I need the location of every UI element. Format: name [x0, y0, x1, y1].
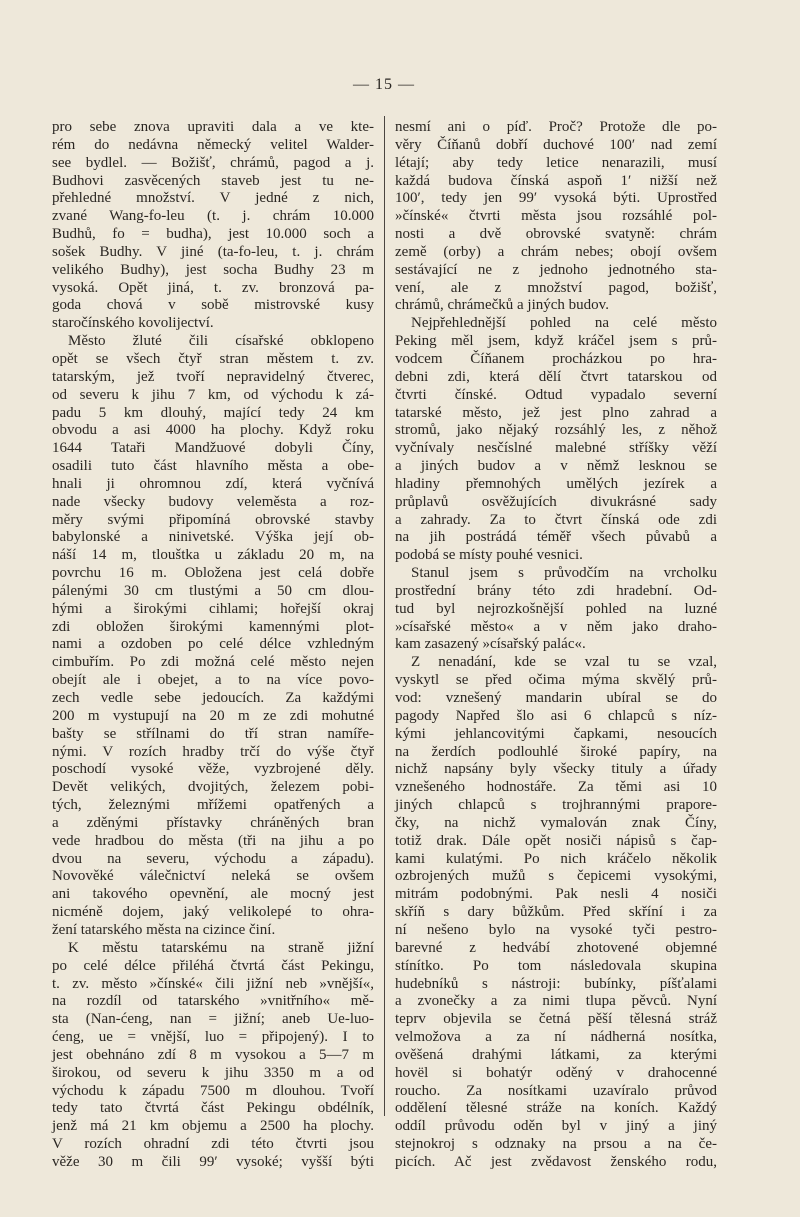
text-line: rém do nedávna německý velitel Walder- [52, 136, 374, 153]
text-line: tých, železnými mřížemi opatřených a [52, 797, 374, 814]
text-line: nade všecky budovy veleměsta a roz- [52, 493, 374, 510]
text-line: t. zv. město »čínské« čili jižní neb »vnější«, [52, 975, 374, 992]
column-divider [384, 116, 385, 1116]
text-line: totiž drak. Dále opět nosiči nápisů s čap- [395, 832, 717, 849]
text-line: nichž napsány byly všecky tituly a úřady [395, 761, 717, 778]
text-line: průplavů osvěžujících divukrásné sady [395, 493, 717, 510]
text-line: Novověké válečnictví neleká se ovšem [52, 868, 374, 885]
text-line: obvodu a asi 4000 ha plochy. Když roku [52, 422, 374, 439]
text-line: kami kulatými. Po nich kráčelo několik [395, 850, 717, 867]
text-line: ozbrojených mužů s čepicemi vysokými, [395, 868, 717, 885]
text-line: vysoká. Opět jiná, t. zv. bronzová pa- [52, 279, 374, 296]
text-line: osadili tuto část hlavního města a obe- [52, 458, 374, 475]
text-line: a jiných budov a v němž lesknou se [395, 458, 717, 475]
text-line: země (orby) a chrám nebes; obojí ovšem [395, 243, 717, 260]
text-line: ćeng, ue = vnější, luo = připojený). I to [52, 1029, 374, 1046]
text-line: pálenými 30 cm tlustými a 50 cm dlou- [52, 582, 374, 599]
text-line: náší 14 m, tlouštka u základu 20 m, na [52, 547, 374, 564]
text-column-right [395, 119, 717, 1172]
text-line: Devět velikých, dvojitých, železem pobi- [52, 779, 374, 796]
text-line: žení tatarského města na cizince činí. [52, 921, 276, 938]
text-line: roucho. Za nosítkami uzavíralo průvod [395, 1082, 717, 1099]
text-line: »čínské« čtvrti města jsou rozsáhlé pol- [395, 208, 717, 225]
text-line: dvou na severu, východu a západu). [52, 850, 374, 867]
text-line: hými a širokými cihlami; hořejší okraj [52, 600, 374, 617]
text-line: hovël si bohatýr oděný v drahocenné [395, 1064, 717, 1081]
text-column-left [52, 119, 374, 1172]
text-line: skříň s dary bůžkům. Před skříní i za [395, 904, 717, 921]
text-line: tatarským, jež tvoří nepravidelný čtverec, [52, 368, 374, 385]
text-line: čky, na nichž vymalován znak Číny, [395, 814, 717, 831]
text-line: kam zasazený »císařský palác«. [395, 636, 586, 653]
text-line: babylonské a ninivetské. Výška její ob- [52, 529, 374, 546]
text-line: východu k západu 7500 m dlouhou. Tvoří [52, 1082, 374, 1099]
paragraph [52, 940, 374, 1172]
text-line: měry svými připomíná obrovské stavby [52, 511, 374, 528]
paragraph [395, 315, 717, 565]
text-line: Peking měl jsem, když kráčel jsem s prů- [395, 333, 717, 350]
text-line: na žerdích podlouhlé široké papíry, na [395, 743, 717, 760]
text-line: na jih postrádá téměř všech půvabů a [395, 529, 717, 546]
text-line: prostřední brány této zdi hradební. Od- [395, 582, 717, 599]
text-line: sestávající ne z jednoho jednotného sta- [395, 261, 717, 278]
text-line: na rozdíl od tatarského »vnitřního« mě- [52, 993, 374, 1010]
text-line: Z nenadání, kde se vzal tu se vzal, [411, 654, 717, 671]
text-line: věry Číňanů dobří duchové 100′ nad zemí [395, 136, 717, 153]
text-line: létají; aby tedy letice nenarazili, musí [395, 154, 717, 171]
text-line: nesmí ani o píď. Proč? Protože dle po- [395, 119, 717, 135]
text-line: »císařské město« a v něm jako draho- [395, 618, 717, 635]
text-line: oddělení tělesné stráže na koních. Každý [395, 1100, 717, 1117]
paragraph [52, 119, 374, 333]
text-line: věže 30 m čili 99′ vysoké; vyšší býti [52, 1153, 374, 1170]
text-line: vyčnívaly nesčíslné malebné stříšky věží [395, 440, 717, 457]
text-line: pagody Napřed šlo asi 6 chlapců s níz- [395, 707, 717, 724]
text-line: podobá se místy pouhé vesnici. [395, 547, 583, 564]
text-line: sta (Nan-ćeng, nan = jižní; aneb Ue-luo- [52, 1011, 374, 1028]
text-line: zdi obložen širokými kamennými plot- [52, 618, 374, 635]
text-line: ní nešeno bylo na vysoké tyči pestro- [395, 921, 717, 938]
text-line: vyskytl se před očima mýma skvělý prů- [395, 672, 717, 689]
text-line: stejnokroj s odznaky na prsou a na če- [395, 1136, 717, 1153]
text-line: see bydlel. — Božišť, chrámů, pagod a j. [52, 154, 374, 171]
text-line: mitrám podobnými. Pak nesli 4 nosiči [395, 886, 717, 903]
text-line: 1644 Tataři Mandžuové dobyli Číny, [52, 440, 374, 457]
text-line: kými jehlancovitými čapkami, nesoucích [395, 725, 717, 742]
text-line: jiných chlapců s trojhrannými prapore- [395, 797, 717, 814]
text-line: stromů, jako nějaký rozsáhlý les, z něhož [395, 422, 717, 439]
text-line: tedy tato čtvrtá část Pekingu obdélník, [52, 1100, 374, 1117]
text-line: vodcem Číňanem procházkou po hra- [395, 350, 717, 367]
text-line: obejít ale i obejet, a to na více povo- [52, 672, 374, 689]
text-line: vod: vznešený mandarin ubíral se do [395, 690, 717, 706]
text-line: picích. Ač jest zvědavost ženského rodu, [395, 1153, 717, 1170]
text-line: Stanul jsem s průvodčím na vrcholku [411, 565, 717, 582]
text-line: staročínského kovolijectví. [52, 315, 214, 332]
text-line: jest obehnáno zdí 8 m vysokou a 5—7 m [52, 1046, 374, 1063]
text-line: jenž má 21 km objemu a 2500 ha plochy. [52, 1118, 374, 1135]
text-line: hudebníků s nástroji: bubínky, píšťalami [395, 975, 717, 992]
text-line: zvané Wang-fo-leu (t. j. chrám 10.000 [52, 208, 374, 225]
text-line: poschodí vysoké věže, vyzbrojené děly. [52, 761, 374, 778]
text-line: nými. V rozích hradby trčí do výše čtyř [52, 743, 374, 760]
text-line: Budhovi zasvěcených staveb jest tu ne- [52, 172, 374, 189]
text-line: a zahrady. Za to čtvrt čínská ode zdi [395, 511, 717, 528]
text-line: čtvrti čínské. Odtud vypadalo severní [395, 386, 717, 403]
text-line: Budhů, fo = budha), jest 10.000 soch a [52, 226, 374, 243]
text-line: zech vedle sebe jedoucích. Za každými [52, 690, 374, 706]
paragraph [395, 565, 717, 654]
text-line: hnali ji ohromnou zdí, která vyčnívá [52, 475, 374, 492]
text-line: padu 5 km dlouhý, mající tedy 24 km [52, 404, 374, 421]
text-line: Město žluté čili císařské obklopeno [68, 333, 374, 350]
text-line: 100′, tedy jen 99′ vysoká býti. Uprostřed [395, 190, 717, 207]
text-line: bašty se střílnami do tří stran namíře- [52, 725, 374, 742]
page-number: — 15 — [353, 76, 415, 93]
paragraph [395, 654, 717, 1171]
paragraph [52, 333, 374, 940]
text-line: každá budova čínská aspoň 1′ nižší než [395, 172, 717, 189]
text-line: teprv objevila se četná pěší tělesná stráž [395, 1011, 717, 1028]
text-line: hladiny přemnohých umělých jezírek a [395, 475, 717, 492]
text-line: tud byl nejrozkošnější pohled na luzné [395, 600, 717, 617]
text-line: 200 m vystupují na 20 m ze zdi mohutné [52, 707, 374, 724]
text-line: vede hradbou do města (tři na jihu a po [52, 832, 374, 849]
text-line: V rozích ohradní zdi této čtvrti jsou [52, 1136, 374, 1153]
text-line: tatarské město, jež jest plno zahrad a [395, 404, 717, 421]
text-line: stínítko. Po tom následovala skupina [395, 957, 717, 974]
text-line: širokou, od severu k jihu 3350 m a od [52, 1064, 374, 1081]
text-line: velikého Budhy), jest socha Budhy 23 m [52, 261, 374, 278]
text-line: povrchu 16 m. Obložena jest celá dobře [52, 565, 374, 582]
text-line: od severu k jihu 7 km, od východu k zá- [52, 386, 374, 403]
text-line: ověšená drahými látkami, za kterými [395, 1046, 717, 1063]
text-line: ani takového opevnění, ale mocný jest [52, 886, 374, 903]
text-line: Nejpřehlednější pohled na celé město [411, 315, 717, 332]
text-line: velmožova a za ní nádherná nosítka, [395, 1029, 717, 1046]
text-line: opět se všech čtyř stran městem t. zv. [52, 350, 374, 367]
text-line: K městu tatarskému na straně jižní [68, 939, 374, 956]
text-line: pro sebe znova upraviti dala a ve kte- [52, 119, 374, 135]
text-line: cimbuřím. Po zdi možná celé město nejen [52, 654, 374, 671]
text-line: nicméně dojem, jaký velikolepé to ohra- [52, 904, 374, 921]
text-line: nami a ozdoben po celé délce vzhledným [52, 636, 374, 653]
text-line: po celé délce přiléhá čtvrtá část Pekingu, [52, 957, 374, 974]
text-line: chrámů, chrámečků a jiných budov. [395, 297, 609, 314]
text-line: vení, ale z množství pagod, božišť, [395, 279, 717, 296]
text-line: barevné z hedvábí zhotovené objemné [395, 939, 717, 956]
text-line: přehledné množství. V jedné z nich, [52, 190, 374, 207]
text-line: a zděnými přístavky chráněných bran [52, 814, 374, 831]
text-line: vznešeného hodnostáře. Za těmi asi 10 [395, 779, 717, 796]
text-line: a zvonečky a za nimi tlupa pěvců. Nyní [395, 993, 717, 1010]
text-line: oddíl průvodu oděn byl v jiný a jiný [395, 1118, 717, 1135]
text-line: sošek Budhy. V jiné (ta-fo-leu, t. j. chrám [52, 243, 374, 260]
text-line: goda chová v sobě mistrovské kusy [52, 297, 374, 314]
text-line: nosti a dvě obrovské svatyně: chrám [395, 226, 717, 243]
text-line: debni zdi, která dělí čtvrt tatarskou od [395, 368, 717, 385]
paragraph [395, 119, 717, 315]
